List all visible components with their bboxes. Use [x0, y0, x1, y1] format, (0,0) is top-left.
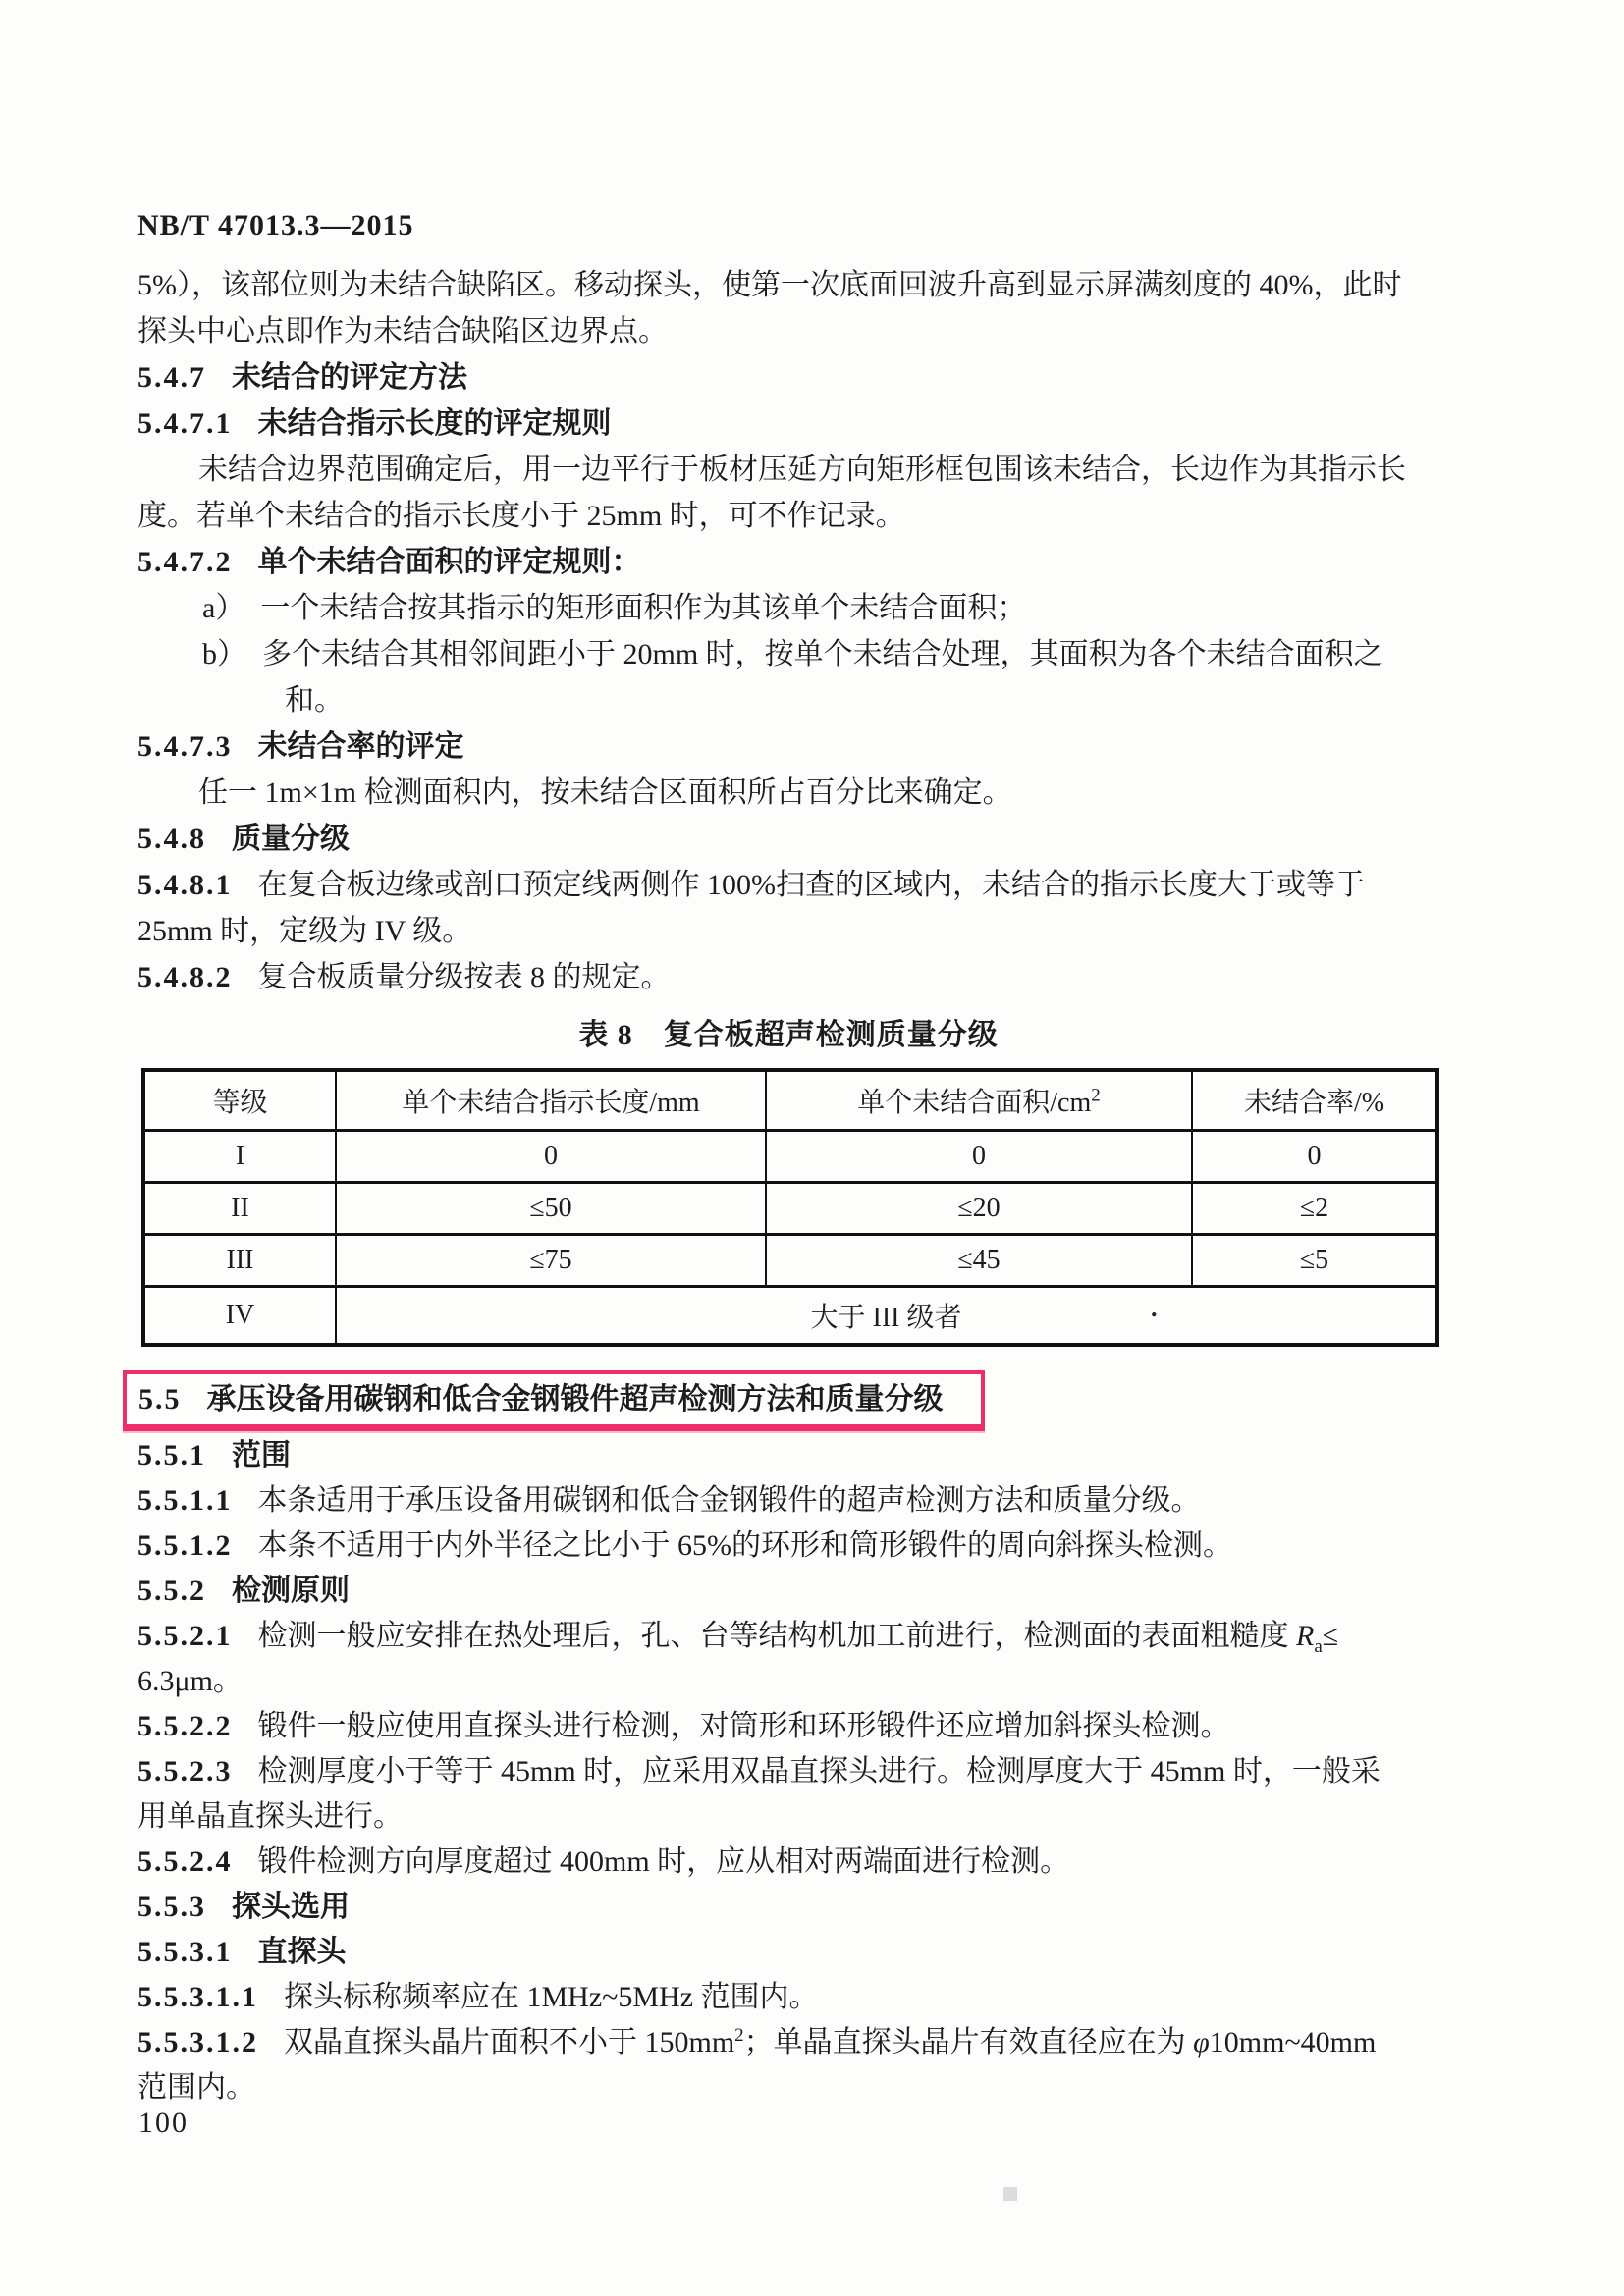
cell-merged-text: 大于 III 级者: [336, 1287, 1437, 1346]
cell-grade: IV: [143, 1287, 336, 1346]
cell-grade: III: [143, 1235, 336, 1287]
clause-number: 5.5.3.1: [137, 1936, 233, 1968]
clause-number: 5.4.8.2: [137, 961, 233, 993]
clause-5-5-2-4: [137, 1840, 1439, 1885]
clause-text: 检测一般应安排在热处理后，孔、台等结构机加工前进行，检测面的表面粗糙度: [257, 1620, 1296, 1652]
section-heading-5-4-7-2: [137, 539, 1439, 585]
clause-number: 5.5.1: [137, 1439, 206, 1471]
list-item-b: [137, 631, 1439, 677]
table-row: [143, 1131, 1437, 1183]
section-5-5-body: [137, 1433, 1439, 2110]
clause-title: 未结合的评定方法: [232, 361, 467, 394]
clause-5-4-8-1: [137, 862, 1439, 908]
section-heading-5-4-7-1: [137, 400, 1439, 447]
paragraph-line: 度。若单个未结合的指示长度小于 25mm 时，可不作记录。: [137, 500, 905, 532]
document-content: [137, 202, 1439, 2110]
section-heading-5-4-7: [137, 354, 1439, 400]
clause-5-5-1-1: [137, 1478, 1439, 1523]
cell-area: ≤20: [766, 1183, 1192, 1235]
cell-length: ≤50: [336, 1183, 766, 1235]
clause-number: 5.5.3: [137, 1891, 206, 1923]
clause-text: 复合板质量分级按表 8 的规定。: [257, 961, 671, 993]
list-item-a: [137, 585, 1439, 631]
clause-number: 5.5.2: [137, 1575, 206, 1607]
cell-grade: I: [143, 1131, 336, 1183]
highlighted-section-5-5: [123, 1370, 985, 1431]
clause-title: 范围: [232, 1439, 291, 1471]
section-heading-5-5-2: [137, 1569, 1439, 1614]
table-row: [143, 1235, 1437, 1287]
phi-symbol: φ: [1193, 2026, 1210, 2058]
clause-text: 本条适用于承压设备用碳钢和低合金钢锻件的超声检测方法和质量分级。: [257, 1484, 1201, 1517]
clause-number: 5.4.7.1: [137, 407, 233, 440]
cell-length: ≤75: [336, 1235, 766, 1287]
clause-number: 5.5.1.2: [137, 1529, 233, 1562]
clause-text: 10mm~40mm: [1209, 2026, 1377, 2058]
list-text: 多个未结合其相邻间距小于 20mm 时，按单个未结合处理，其面积为各个未结合面积之: [262, 638, 1383, 670]
clause-5-5-2-3: [137, 1749, 1439, 1794]
cell-rate: ≤2: [1192, 1183, 1437, 1235]
clause-number: 5.5.2.3: [137, 1755, 233, 1788]
page-number: 100: [138, 2107, 189, 2139]
clause-5-5-2-1: [137, 1614, 1439, 1659]
clause-text: 在复合板边缘或剖口预定线两侧作 100%扫查的区域内，未结合的指示长度大于或等于: [257, 869, 1365, 901]
quality-grade-table: [141, 1068, 1439, 1347]
clause-number: 5.5: [138, 1383, 182, 1415]
clause-number: 5.5.2.2: [137, 1710, 233, 1742]
list-item-b-continuation: 和。: [285, 684, 344, 717]
clause-title: 未结合指示长度的评定规则: [257, 407, 612, 440]
subscript-a: a: [1314, 1636, 1323, 1657]
cell-area: 0: [766, 1131, 1192, 1183]
clause-text: 锻件一般应使用直探头进行检测，对筒形和环形锻件还应增加斜探头检测。: [257, 1710, 1230, 1742]
paragraph-line: 范围内。: [137, 2071, 255, 2104]
clause-text: ；单晶直探头晶片有效直径应在为: [743, 2026, 1194, 2058]
paragraph-line: 5%），该部位则为未结合缺陷区。移动探头，使第一次底面回波升高到显示屏满刻度的 40%，此时: [137, 269, 1402, 301]
list-label: b）: [202, 638, 246, 670]
superscript: 2: [734, 2025, 744, 2046]
table-row-merged: [143, 1287, 1437, 1346]
section-heading-5-5: [138, 1376, 969, 1422]
cell-rate: 0: [1192, 1131, 1437, 1183]
clause-number: 5.4.7: [137, 361, 206, 394]
clause-number: 5.5.3.1.2: [137, 2026, 258, 2058]
paragraph-line: 未结合边界范围确定后，用一边平行于板材压延方向矩形框包围该未结合，长边作为其指示长: [198, 454, 1406, 486]
list-label: a）: [202, 592, 245, 624]
clause-number: 5.5.3.1.1: [137, 1981, 258, 2013]
clause-text: 锻件检测方向厚度超过 400mm 时，应从相对两端面进行检测。: [257, 1845, 1070, 1878]
clause-5-5-1-2: [137, 1523, 1439, 1569]
clause-5-5-3-1-2: [137, 2020, 1439, 2065]
clause-title: 检测原则: [232, 1575, 350, 1607]
table-header-row: [143, 1070, 1437, 1131]
superscript: 2: [1091, 1085, 1101, 1106]
clause-title: 直探头: [257, 1936, 347, 1968]
clause-title: 承压设备用碳钢和低合金钢锻件超声检测方法和质量分级: [206, 1383, 944, 1415]
paragraph-line: 用单晶直探头进行。: [137, 1800, 403, 1833]
clause-number: 5.5.2.1: [137, 1620, 233, 1652]
paragraph-line: 6.3μm。: [137, 1665, 243, 1697]
cell-rate: ≤5: [1192, 1235, 1437, 1287]
clause-number: 5.5.1.1: [137, 1484, 233, 1517]
section-heading-5-4-7-3: [137, 723, 1439, 770]
clause-text: 探头标称频率应在 1MHz~5MHz 范围内。: [284, 1981, 819, 2013]
clause-5-5-2-2: [137, 1704, 1439, 1749]
clause-number: 5.5.2.4: [137, 1845, 233, 1878]
col-header-area: 单个未结合面积$/cm^2$: [766, 1070, 1192, 1131]
clause-text: 双晶直探头晶片面积不小于 150mm: [284, 2026, 735, 2058]
table-row: [143, 1183, 1437, 1235]
clause-number: 5.4.7.3: [137, 730, 233, 763]
clause-title: 质量分级: [232, 823, 350, 855]
standard-number: NB/T 47013.3—2015: [137, 209, 414, 241]
cell-grade: II: [143, 1183, 336, 1235]
clause-5-4-8-2: [137, 954, 1439, 1000]
cell-area: ≤45: [766, 1235, 1192, 1287]
scan-artifact-dot: .: [1151, 1294, 1158, 1322]
paragraph-line: 任一 1m×1m 检测面积内，按未结合区面积所占百分比来确定。: [198, 776, 1012, 809]
leq-symbol: ≤: [1322, 1620, 1339, 1652]
clause-title: 探头选用: [232, 1891, 350, 1923]
paragraph-line: 25mm 时，定级为 IV 级。: [137, 915, 472, 947]
cell-length: 0: [336, 1131, 766, 1183]
clause-text: 检测厚度小于等于 45mm 时，应采用双晶直探头进行。检测厚度大于 45mm 时，一般采: [257, 1755, 1380, 1788]
section-heading-5-5-1: [137, 1433, 1439, 1478]
list-text: 一个未结合按其指示的矩形面积作为其该单个未结合面积；: [260, 592, 1027, 624]
col-header-rate: 未结合率/%: [1192, 1070, 1437, 1131]
col-header-length: 单个未结合指示长度/mm: [336, 1070, 766, 1131]
table-title: 表 8 复合板超声检测质量分级: [578, 1019, 999, 1051]
clause-title: 单个未结合面积的评定规则：: [257, 546, 641, 578]
clause-number: 5.4.8.1: [137, 869, 233, 901]
section-heading-5-5-3: [137, 1885, 1439, 1930]
clause-title: 未结合率的评定: [257, 730, 464, 763]
scan-artifact-smudge: [1003, 2187, 1017, 2201]
col-header-grade: 等级: [143, 1070, 336, 1131]
clause-number: 5.4.7.2: [137, 546, 233, 578]
clause-text: 本条不适用于内外半径之比小于 65%的环形和筒形锻件的周向斜探头检测。: [257, 1529, 1232, 1562]
clause-5-5-3-1-1: [137, 1975, 1439, 2020]
section-heading-5-4-8: [137, 816, 1439, 862]
paragraph-line: 探头中心点即作为未结合缺陷区边界点。: [137, 315, 668, 347]
section-heading-5-5-3-1: [137, 1930, 1439, 1975]
clause-number: 5.4.8: [137, 823, 206, 855]
symbol-R: R: [1296, 1620, 1315, 1652]
